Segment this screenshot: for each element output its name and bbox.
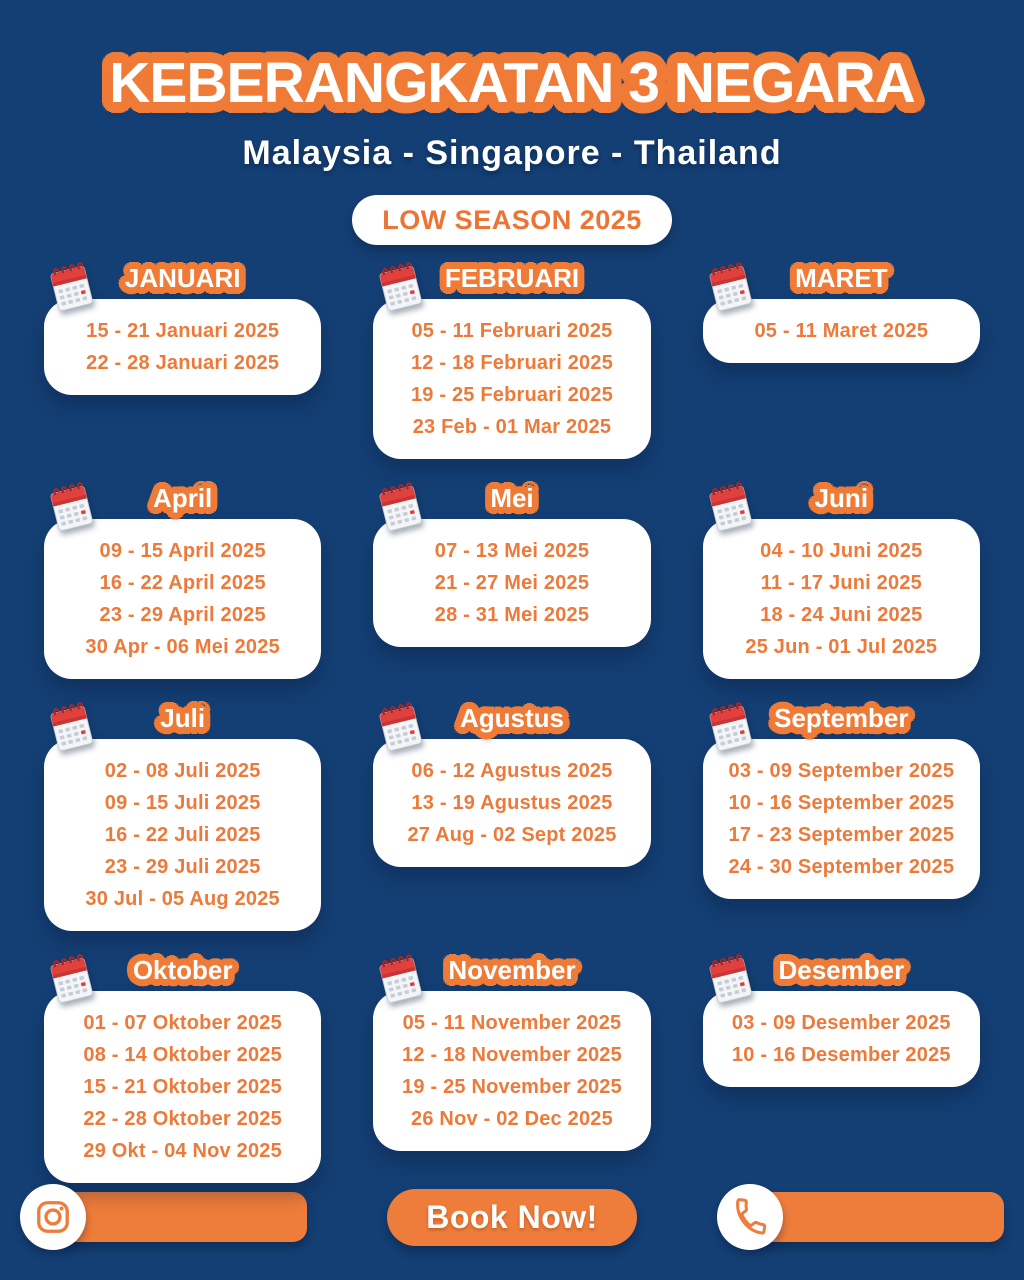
departure-date: 12 - 18 November 2025	[402, 1043, 622, 1066]
poster-title: KEBERANGKATAN 3 NEGARA	[109, 51, 915, 115]
calendar-icon	[701, 949, 759, 1007]
month-name: Agustus	[459, 702, 564, 733]
month-card	[703, 739, 980, 899]
instagram-icon	[20, 1184, 86, 1250]
departure-date: 11 - 17 Juni 2025	[760, 571, 922, 594]
departure-date: 12 - 18 Februari 2025	[410, 351, 614, 374]
departure-date: 27 Aug - 02 Sept 2025	[407, 823, 617, 846]
departure-date: 19 - 25 Februari 2025	[410, 383, 614, 406]
poster-header	[0, 0, 1024, 245]
calendar-icon	[371, 477, 429, 535]
month-name: April	[153, 482, 213, 513]
calendar-icon	[701, 257, 759, 315]
poster-subtitle: Malaysia - Singapore - Thailand	[242, 133, 782, 172]
month-juni	[703, 483, 980, 679]
departure-date: 09 - 15 April 2025	[99, 539, 266, 562]
departure-date: 23 - 29 April 2025	[99, 603, 266, 626]
departure-date: 05 - 11 Februari 2025	[411, 319, 613, 342]
instagram-handle-bar[interactable]	[56, 1192, 307, 1242]
calendar-icon	[701, 477, 759, 535]
instagram-contact[interactable]	[20, 1184, 307, 1250]
month-card	[44, 991, 321, 1183]
months-grid	[0, 263, 1024, 1183]
departure-date: 21 - 27 Mei 2025	[434, 571, 590, 594]
month-maret	[703, 263, 980, 363]
month-card	[703, 519, 980, 679]
calendar-icon	[371, 949, 429, 1007]
month-name: Juli	[160, 702, 206, 733]
departure-date: 28 - 31 Mei 2025	[434, 603, 590, 626]
book-now-button[interactable]: Book Now!	[387, 1189, 637, 1246]
month-name: Mei	[490, 482, 534, 513]
departure-date: 29 Okt - 04 Nov 2025	[83, 1139, 282, 1162]
departure-date: 16 - 22 Juli 2025	[104, 823, 261, 846]
departure-date: 23 - 29 Juli 2025	[104, 855, 261, 878]
departure-date: 25 Jun - 01 Jul 2025	[745, 635, 938, 658]
month-april	[44, 483, 321, 679]
footer	[20, 1184, 1004, 1250]
calendar-icon	[42, 697, 100, 755]
month-desember	[703, 955, 980, 1087]
departure-date: 05 - 11 November 2025	[402, 1011, 622, 1034]
month-november	[373, 955, 650, 1151]
month-name: FEBRUARI	[444, 262, 580, 293]
phone-number-bar[interactable]	[753, 1192, 1004, 1242]
departure-date: 16 - 22 April 2025	[99, 571, 266, 594]
month-card	[44, 739, 321, 931]
departure-date: 22 - 28 Januari 2025	[86, 351, 280, 374]
departure-date: 30 Apr - 06 Mei 2025	[85, 635, 280, 658]
month-mei	[373, 483, 650, 647]
departure-date: 03 - 09 September 2025	[728, 759, 955, 782]
departure-date: 10 - 16 September 2025	[728, 791, 955, 814]
month-name: Desember	[778, 954, 905, 985]
month-januari	[44, 263, 321, 395]
departure-date: 13 - 19 Agustus 2025	[411, 791, 613, 814]
month-september	[703, 703, 980, 899]
month-card	[373, 519, 650, 647]
departure-date: 07 - 13 Mei 2025	[434, 539, 590, 562]
departure-date: 02 - 08 Juli 2025	[104, 759, 261, 782]
month-name: Oktober	[132, 954, 233, 985]
month-name: November	[448, 954, 576, 985]
calendar-icon	[701, 697, 759, 755]
departure-date: 06 - 12 Agustus 2025	[411, 759, 613, 782]
departure-date: 24 - 30 September 2025	[728, 855, 955, 878]
departure-date: 10 - 16 Desember 2025	[731, 1043, 951, 1066]
calendar-icon	[42, 949, 100, 1007]
month-card	[373, 299, 650, 459]
departure-date: 26 Nov - 02 Dec 2025	[411, 1107, 613, 1130]
month-name: September	[774, 702, 909, 733]
departure-date: 01 - 07 Oktober 2025	[83, 1011, 282, 1034]
month-name: MARET	[795, 262, 888, 293]
departure-date: 22 - 28 Oktober 2025	[83, 1107, 282, 1130]
departure-date: 18 - 24 Juni 2025	[760, 603, 923, 626]
phone-icon	[717, 1184, 783, 1250]
calendar-icon	[371, 697, 429, 755]
month-name: Juni	[814, 482, 869, 513]
calendar-icon	[42, 477, 100, 535]
month-februari	[373, 263, 650, 459]
season-badge: LOW SEASON 2025	[352, 195, 672, 245]
departure-date: 30 Jul - 05 Aug 2025	[85, 887, 280, 910]
departure-date: 15 - 21 Januari 2025	[86, 319, 280, 342]
departure-date: 05 - 11 Maret 2025	[754, 319, 929, 342]
phone-contact[interactable]	[717, 1184, 1004, 1250]
departure-date: 03 - 09 Desember 2025	[731, 1011, 951, 1034]
calendar-icon	[42, 257, 100, 315]
month-juli	[44, 703, 321, 931]
departure-date: 23 Feb - 01 Mar 2025	[412, 415, 612, 438]
calendar-icon	[371, 257, 429, 315]
month-card	[373, 739, 650, 867]
departure-date: 15 - 21 Oktober 2025	[83, 1075, 282, 1098]
departure-date: 08 - 14 Oktober 2025	[83, 1043, 282, 1066]
departure-date: 04 - 10 Juni 2025	[760, 539, 923, 562]
departure-date: 17 - 23 September 2025	[728, 823, 955, 846]
month-agustus	[373, 703, 650, 867]
month-oktober	[44, 955, 321, 1183]
departure-date: 09 - 15 Juli 2025	[104, 791, 261, 814]
month-name: JANUARI	[124, 262, 241, 293]
month-card	[44, 519, 321, 679]
month-card	[373, 991, 650, 1151]
departure-date: 19 - 25 November 2025	[402, 1075, 622, 1098]
